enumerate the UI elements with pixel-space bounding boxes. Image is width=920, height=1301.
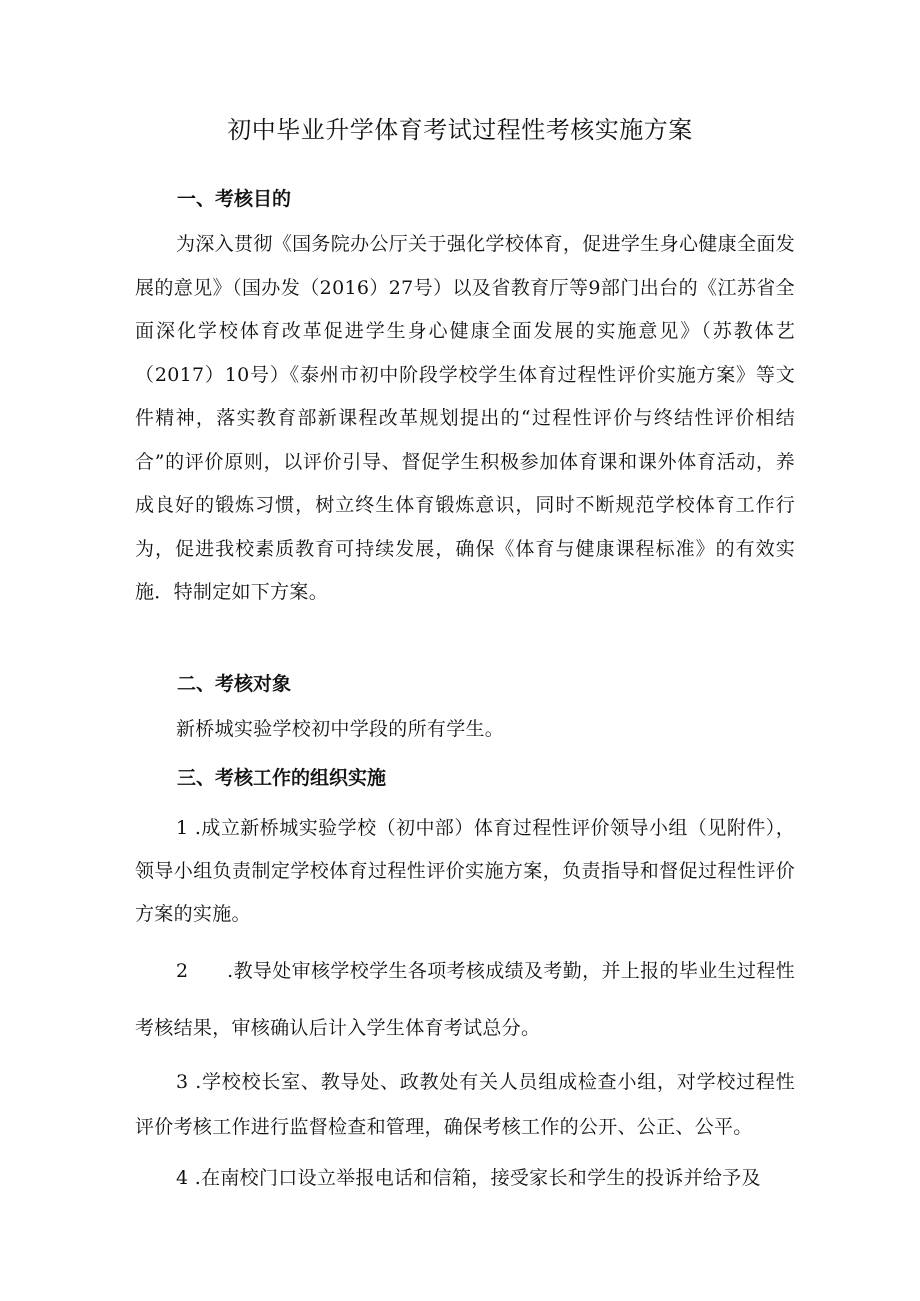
section-heading-organization: 三、考核工作的组织实施 xyxy=(177,767,387,789)
document-title: 初中毕业升学体育考试过程性考核实施方案 xyxy=(227,116,693,144)
section-heading-target: 二、考核对象 xyxy=(177,673,292,695)
section-paragraph-target: 新桥城实验学校初中学段的所有学生。 xyxy=(176,718,505,740)
list-item-3: 3 .学校校长室、教导处、政教处有关人员组成检查小组，对学校过程性评价考核工作进行监督检查和管理，确保考核工作的公开、公正、公平。 xyxy=(135,1071,795,1138)
list-item-4: 4 .在南校门口设立举报电话和信箱，接受家长和学生的投诉并给予及 xyxy=(176,1167,761,1189)
list-item-1: 1 .成立新桥城实验学校（初中部）体育过程性评价领导小组（见附件），领导小组负责制定学校体育过程性评价实施方案，负责指导和督促过程性评价方案的实施。 xyxy=(135,817,795,925)
section-heading-purpose: 一、考核目的 xyxy=(177,188,292,210)
section-paragraph-purpose: 为深入贯彻《国务院办公厅关于强化学校体育，促进学生身心健康全面发展的意见》（国办发（2016）27号）以及省教育厅等9部门出台的《江苏省全面深化学校体育改革促进学生身心健康全面发展的实施意见》（苏教体艺（2017）10号）《泰州市初中阶段学校学生体育过程性评价实施方案》等文件精神，落实教育部新课程改革规划提出的“过程性评价与终结性评价相结合”的评价原则，以评价引导、督促学生积极参加体育课和课外体育活动，养成良好的锻炼习惯，树立终生体育锻炼意识，同时不断规范学校体育工作行为，促进我校素质教育可持续发展，确保《体育与健康课程标准》的有效实施．特制定如下方案。 xyxy=(135,233,795,603)
list-item-2: 2 .教导处审核学校学生各项考核成绩及考勤，并上报的毕业生过程性考核结果，审核确认后计入学生体育考试总分。 xyxy=(135,960,795,1039)
